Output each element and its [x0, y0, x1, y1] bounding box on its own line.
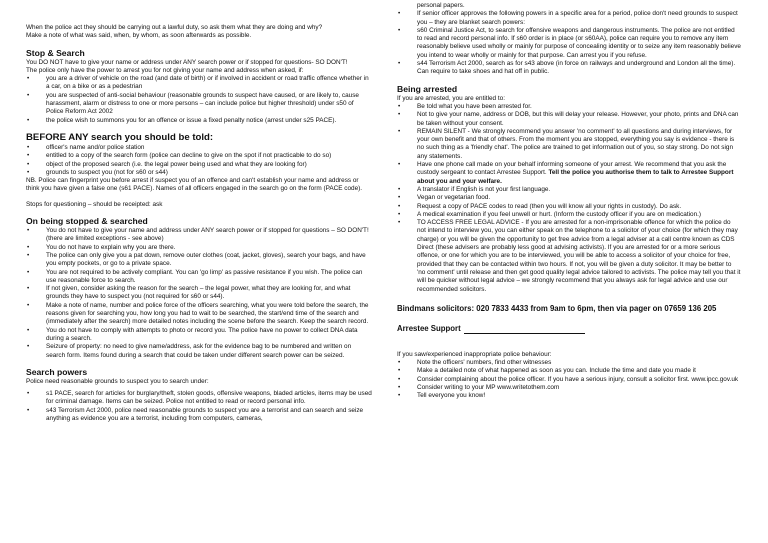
list-item: • Tell everyone you know!	[397, 392, 741, 400]
being-arrested-heading: Being arrested	[397, 83, 458, 94]
stop-search-heading: Stop & Search	[26, 47, 85, 58]
list-item: • If senior officer approves the following powers in a specific area for a period, police don't need grounds to suspect you – they are blanket search powers:	[397, 10, 741, 27]
stop-search-list	[26, 75, 372, 125]
blanket-powers-list	[397, 10, 741, 76]
stop-search-para-2: The police only have the power to arrest you for not giving your name and address when asked, if:	[26, 66, 304, 74]
list-item: • The police can only give you a pat down, remove outer clothes (coat, jacket, gloves), search your bags, and have you empty pockets, or go to a private space.	[26, 252, 372, 269]
list-item: • You do not have to explain why you are there.	[26, 244, 372, 252]
being-stopped-list	[26, 227, 372, 360]
list-item: • Be told what you have been arrested for.	[397, 103, 741, 111]
list-item: • grounds to suspect you (not for s60 or s44)	[26, 169, 372, 177]
arrestee-support-field	[397, 324, 741, 334]
arrested-rights-list	[397, 103, 741, 294]
list-item: • the police wish to summons you for an offence or issue a fixed penalty notice (arrest under s25 PACE).	[26, 117, 372, 125]
list-item: • Consider writing to your MP www.writetothem.com	[397, 384, 741, 392]
list-item: • s1 PACE, search for articles for burglary/theft, stolen goods, offensive weapons, bladed articles, items may be used for criminal damage. Items can be seized. Police not entitled to read or record personal info.	[26, 390, 372, 407]
list-item: • Seizure of property: no need to give name/address, ask for the evidence bag to be numbered and written on search form. Items found during a search that could be taken under different search power can be seized.	[26, 343, 372, 360]
arrestee-support-label: Arrestee Support	[397, 323, 461, 333]
being-stopped-heading: On being stopped & searched	[26, 216, 148, 227]
before-search-list	[26, 144, 372, 177]
intro-line-2: Make a note of what was said, when, by whom, as soon afterwards as possible.	[26, 32, 252, 40]
before-search-heading: BEFORE ANY search you should be told:	[26, 131, 214, 143]
list-item: • You do not have to give your name and address under ANY search power or if stopped for questions – SO DON'T! (there are limited exceptions - see above)	[26, 227, 372, 244]
list-item: • REMAIN SILENT - We strongly recommend you answer 'no comment' to all questions and during interviews, for your own benefit and that of others. From the moment you are stopped, everything you say is evidence - there is no such thing as a 'friendly chat'. The police are trained to get information out of you, so stay strong. Do not sign any statements.	[397, 128, 741, 161]
phone-call-text: Have one phone call made on your behalf informing someone of your arrest. We recommend that you ask the custody sergeant to contact Arrestee Support.	[417, 161, 727, 177]
list-item: • Note the officers' numbers, find other witnesses	[397, 359, 741, 367]
list-item: • s44 Terrorism Act 2000, search as for s43 above (in force on railways and underground and London all the time). Can require to take shoes and hat off in public.	[397, 60, 741, 77]
list-item: • Not to give your name, address or DOB, but this will delay your release. However, your photo, prints and DNA can be taken without your consent.	[397, 111, 741, 128]
inappropriate-intro: If you saw/experienced inappropriate police behaviour:	[397, 350, 552, 358]
continued-text: personal papers.	[417, 2, 465, 9]
list-item: • you are a driver of vehicle on the road (and date of birth) or if involved in accident or road traffic offence whether in a car, on a bike or as a pedestrian	[26, 75, 372, 92]
list-item: • A translator if English is not your first language.	[397, 186, 741, 194]
authorise-text: Tell the police you authorise them to talk to Arrestee Support about you and your welfare.	[417, 169, 734, 185]
list-item: • s60 Criminal Justice Act, to search for offensive weapons and dangerous instruments. The police are not entitled to read and record personal info. If s60 order is in place (or s60AA), police can require you to remove any item reasonably believe used wholly or mainly for purpose of concealing identity or to seize any item reasonably believe you intend to wear wholly or mainly for that purpose. Can arrest you if you refuse.	[397, 27, 741, 60]
search-powers-list	[26, 390, 372, 423]
list-item: • Vegan or vegetarian food.	[397, 194, 741, 202]
arrestee-support-blank	[464, 325, 585, 334]
list-item: • If not given, consider asking the reason for the search – the legal power, what they are looking for, and what grounds they have to suspect you (not required for s60 or s44).	[26, 285, 372, 302]
being-arrested-intro: If you are arrested, you are entitled to:	[397, 94, 505, 102]
list-item: • entitled to a copy of the search form (police can decline to give on the spot if not practicable to do so)	[26, 152, 372, 160]
list-item: • TO ACCESS FREE LEGAL ADVICE - If you are arrested for a non-imprisonable offence for which the police do not intend to interview you, you can either speak on the telephone to a solicitor of your choice (for which they may charge) or you will be given the opportunity to get free advice from a legal adviser at a call centre known as CDS Direct (these advisers are probably less good at advising activists). If you are arrested for or a more serious offence, or one for which you are to be interviewed, you will be able to access a solicitor of your choice for free, provided that they can be contacted within two hours. If not, you will be given a duty solicitor. It may be better to 'no comment' until release and then get good quality legal advice tailored to activists. The police may tell you that it will be quicker without legal advice – we strongly recommend that you always ask for legal advice and use our recommended solicitors.	[397, 219, 741, 294]
list-item: • object of the proposed search (i.e. the legal power being used and what they are looking for)	[26, 161, 372, 169]
list-item: • s43 Terrorism Act 2000, police need reasonable grounds to suspect you are a terrorist and can search and seize anything as evidence you are a terrorist, including from computers, cameras,	[26, 407, 372, 424]
list-item: • A medical examination if you feel unwell or hurt. (Inform the custody officer if you are on medication.)	[397, 211, 741, 219]
list-item: • Make a detailed note of what happened as soon as you can. Include the time and date you made it	[397, 367, 741, 375]
right-column	[397, 2, 741, 401]
list-item: • Make a note of name, number and police force of the officers searching, what you were told before the search, the reasons given for searching you, how long you had to wait to be searched, the start/end time of the search and (immediately after the search) more detailed notes including the scene before the search. Keep the search record.	[26, 302, 372, 327]
search-powers-intro: Police need reasonable grounds to suspect you to search under:	[26, 377, 209, 385]
stop-search-para-1: You DO NOT have to give your name or address under ANY search power or if stopped for questions- SO DON'T!	[26, 58, 348, 66]
list-item: • You do not have to comply with attempts to photo or record you. The police have no power to collect DNA data during a search.	[26, 327, 372, 344]
list-item: • Request a copy of PACE codes to read (then you will know all your rights in custody). Do ask.	[397, 203, 741, 211]
left-column	[26, 24, 372, 423]
list-item	[397, 161, 741, 186]
inappropriate-list	[397, 359, 741, 400]
solicitors-contact: Bindmans solicitors: 020 7833 4433 from 9am to 6pm, then via pager on 07659 136 205	[397, 303, 717, 313]
receipted-note: Stops for questioning – should be receipted: ask	[26, 200, 163, 208]
list-item: • You are not required to be actively compliant. You can 'go limp' as passive resistance if you wish. The police can use reasonable force to search.	[26, 269, 372, 286]
intro-line-1: When the police act they should be carrying out a lawful duty, so ask them what they are doing and why?	[26, 24, 323, 31]
search-powers-heading: Search powers	[26, 366, 88, 377]
list-item: • officer's name and/or police station	[26, 144, 372, 152]
list-item: • Consider complaining about the police officer. If you have a serious injury, consult a solicitor first. www.ipcc.gov.uk	[397, 376, 741, 384]
nb-paragraph: NB. Police can fingerprint you before arrest if suspect you of an offence and can't establish your name and address or think you have given a false one (s61 PACE). Names of all officers engaged in the search go on the form (PACE code).	[26, 177, 363, 193]
list-item: • you are suspected of anti-social behaviour (reasonable grounds to suspect have caused, or are likely to, cause harassment, alarm or distress to one or more persons – can include police but higher threshold) under s50 of Police Reform Act 2002	[26, 92, 372, 117]
